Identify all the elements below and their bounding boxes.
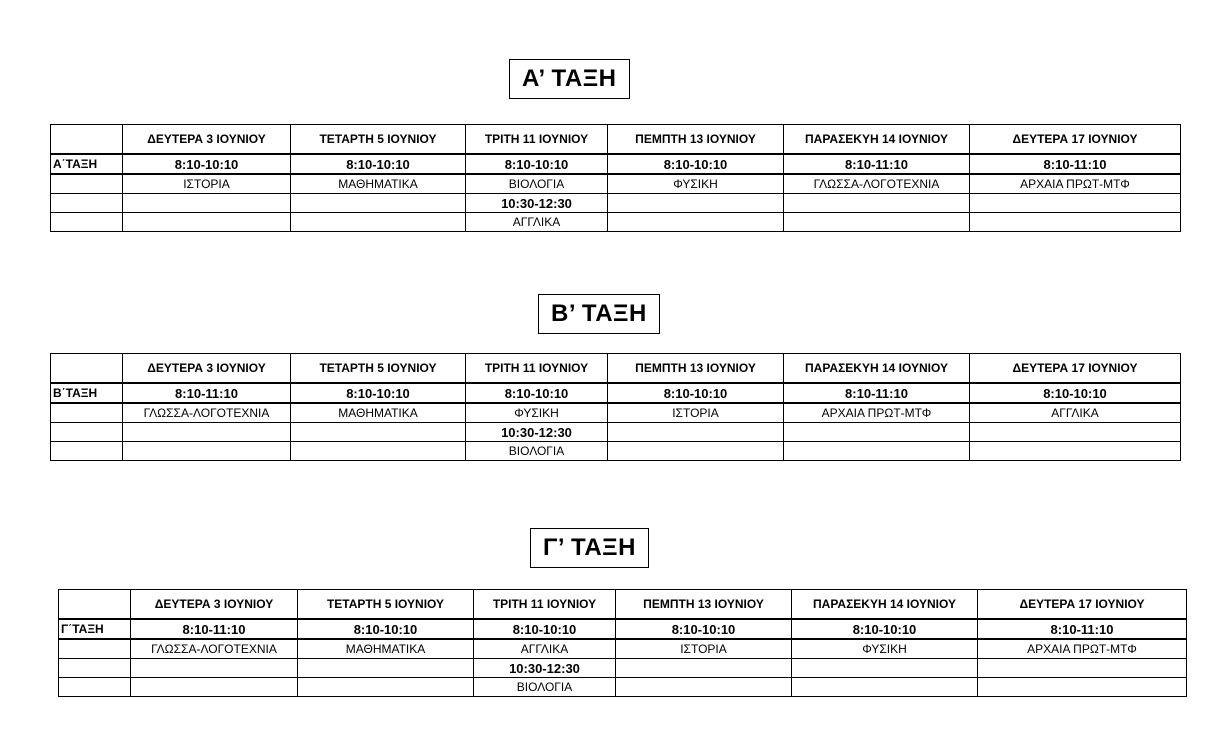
time-cell: 8:10-11:10: [131, 619, 298, 639]
empty-cell: [51, 442, 123, 461]
empty-cell: [123, 423, 291, 442]
subject-cell: ΜΑΘΗΜΑΤΙΚΑ: [298, 639, 474, 659]
time-row: [59, 619, 1187, 639]
extra-subject-row: [51, 213, 1181, 232]
extra-subject-row: [51, 442, 1181, 461]
day-header: ΔΕΥΤΕΡΑ 3 ΙΟΥΝΙΟΥ: [123, 125, 291, 155]
day-header: ΔΕΥΤΕΡΑ 17 ΙΟΥΝΙΟΥ: [970, 125, 1181, 155]
empty-cell: [51, 403, 123, 423]
time-cell: 8:10-10:10: [970, 383, 1181, 403]
empty-cell: [51, 194, 123, 213]
subject-cell: ΓΛΩΣΣΑ-ΛΟΓΟΤΕΧΝΙΑ: [123, 403, 291, 423]
day-header: ΠΑΡΑΣΕΚΥΗ 14 ΙΟΥΝΙΟΥ: [784, 125, 970, 155]
header-row: [51, 354, 1181, 384]
empty-cell: [970, 213, 1181, 232]
empty-cell: [608, 423, 784, 442]
extra-subject-cell: ΒΙΟΛΟΓΙΑ: [474, 678, 616, 697]
empty-cell: [608, 194, 784, 213]
time-cell: 8:10-10:10: [616, 619, 792, 639]
empty-cell: [792, 678, 978, 697]
time-cell: 8:10-10:10: [608, 154, 784, 174]
section-title-a: Α’ ΤΑΞΗ: [509, 59, 630, 99]
extra-time-cell: 10:30-12:30: [466, 423, 608, 442]
header-row: [59, 590, 1187, 620]
time-cell: 8:10-11:10: [123, 383, 291, 403]
empty-cell: [616, 659, 792, 678]
time-cell: 8:10-11:10: [970, 154, 1181, 174]
empty-cell: [970, 194, 1181, 213]
time-cell: 8:10-11:10: [784, 383, 970, 403]
empty-cell: [59, 639, 131, 659]
day-header: ΠΑΡΑΣΕΚΥΗ 14 ΙΟΥΝΙΟΥ: [784, 354, 970, 384]
extra-time-cell: 10:30-12:30: [474, 659, 616, 678]
day-header: ΤΡΙΤΗ 11 ΙΟΥΝΙΟΥ: [466, 354, 608, 384]
empty-cell: [51, 213, 123, 232]
empty-cell: [131, 678, 298, 697]
day-header: ΠΑΡΑΣΕΚΥΗ 14 ΙΟΥΝΙΟΥ: [792, 590, 978, 620]
day-header: ΤΡΙΤΗ 11 ΙΟΥΝΙΟΥ: [466, 125, 608, 155]
subject-cell: ΙΣΤΟΡΙΑ: [608, 403, 784, 423]
day-header: ΔΕΥΤΕΡΑ 3 ΙΟΥΝΙΟΥ: [123, 354, 291, 384]
subject-cell: ΑΡΧΑΙΑ ΠΡΩΤ-ΜΤΦ: [978, 639, 1187, 659]
empty-cell: [970, 423, 1181, 442]
empty-cell: [298, 678, 474, 697]
time-row: [51, 383, 1181, 403]
day-header: ΔΕΥΤΕΡΑ 17 ΙΟΥΝΙΟΥ: [978, 590, 1187, 620]
section-title-b: Β’ ΤΑΞΗ: [538, 294, 660, 334]
schedule-table-c: [58, 589, 1187, 697]
subject-cell: ΙΣΤΟΡΙΑ: [616, 639, 792, 659]
empty-cell: [608, 442, 784, 461]
empty-cell: [792, 659, 978, 678]
extra-time-row: [59, 659, 1187, 678]
empty-cell: [784, 442, 970, 461]
empty-cell: [291, 423, 466, 442]
empty-cell: [298, 659, 474, 678]
empty-cell: [978, 678, 1187, 697]
day-header: ΤΕΤΑΡΤΗ 5 ΙΟΥΝΙΟΥ: [291, 354, 466, 384]
empty-cell: [784, 194, 970, 213]
subject-cell: ΦΥΣΙΚΗ: [466, 403, 608, 423]
corner-cell: [51, 354, 123, 384]
day-header: ΤΕΤΑΡΤΗ 5 ΙΟΥΝΙΟΥ: [291, 125, 466, 155]
subject-row: [59, 639, 1187, 659]
subject-cell: ΒΙΟΛΟΓΙΑ: [466, 174, 608, 194]
class-label: Γ΄ΤΑΞΗ: [59, 619, 131, 639]
extra-time-row: [51, 194, 1181, 213]
time-cell: 8:10-10:10: [466, 383, 608, 403]
time-cell: 8:10-10:10: [608, 383, 784, 403]
subject-cell: ΑΓΓΛΙΚΑ: [970, 403, 1181, 423]
subject-cell: ΦΥΣΙΚΗ: [792, 639, 978, 659]
subject-cell: ΦΥΣΙΚΗ: [608, 174, 784, 194]
subject-row: [51, 403, 1181, 423]
empty-cell: [784, 423, 970, 442]
corner-cell: [51, 125, 123, 155]
class-label: Α΄ΤΑΞΗ: [51, 154, 123, 174]
time-cell: 8:10-10:10: [291, 383, 466, 403]
empty-cell: [291, 442, 466, 461]
extra-subject-row: [59, 678, 1187, 697]
header-row: [51, 125, 1181, 155]
extra-subject-cell: ΒΙΟΛΟΓΙΑ: [466, 442, 608, 461]
time-cell: 8:10-10:10: [466, 154, 608, 174]
subject-cell: ΜΑΘΗΜΑΤΙΚΑ: [291, 174, 466, 194]
empty-cell: [616, 678, 792, 697]
empty-cell: [608, 213, 784, 232]
time-cell: 8:10-10:10: [474, 619, 616, 639]
empty-cell: [123, 442, 291, 461]
time-cell: 8:10-10:10: [123, 154, 291, 174]
empty-cell: [59, 659, 131, 678]
time-row: [51, 154, 1181, 174]
subject-cell: ΑΡΧΑΙΑ ΠΡΩΤ-ΜΤΦ: [784, 403, 970, 423]
subject-row: [51, 174, 1181, 194]
subject-cell: ΓΛΩΣΣΑ-ΛΟΓΟΤΕΧΝΙΑ: [131, 639, 298, 659]
empty-cell: [123, 194, 291, 213]
empty-cell: [51, 174, 123, 194]
corner-cell: [59, 590, 131, 620]
empty-cell: [131, 659, 298, 678]
time-cell: 8:10-11:10: [784, 154, 970, 174]
day-header: ΔΕΥΤΕΡΑ 17 ΙΟΥΝΙΟΥ: [970, 354, 1181, 384]
day-header: ΠΕΜΠΤΗ 13 ΙΟΥΝΙΟΥ: [608, 125, 784, 155]
empty-cell: [784, 213, 970, 232]
time-cell: 8:10-10:10: [298, 619, 474, 639]
empty-cell: [970, 442, 1181, 461]
section-title-c: Γ’ ΤΑΞΗ: [530, 528, 649, 568]
class-label: Β΄ΤΑΞΗ: [51, 383, 123, 403]
schedule-table-b: [50, 353, 1181, 461]
subject-cell: ΜΑΘΗΜΑΤΙΚΑ: [291, 403, 466, 423]
empty-cell: [291, 194, 466, 213]
subject-cell: ΓΛΩΣΣΑ-ΛΟΓΟΤΕΧΝΙΑ: [784, 174, 970, 194]
day-header: ΠΕΜΠΤΗ 13 ΙΟΥΝΙΟΥ: [616, 590, 792, 620]
empty-cell: [291, 213, 466, 232]
time-cell: 8:10-10:10: [291, 154, 466, 174]
day-header: ΤΡΙΤΗ 11 ΙΟΥΝΙΟΥ: [474, 590, 616, 620]
day-header: ΤΕΤΑΡΤΗ 5 ΙΟΥΝΙΟΥ: [298, 590, 474, 620]
extra-time-cell: 10:30-12:30: [466, 194, 608, 213]
day-header: ΠΕΜΠΤΗ 13 ΙΟΥΝΙΟΥ: [608, 354, 784, 384]
subject-cell: ΙΣΤΟΡΙΑ: [123, 174, 291, 194]
time-cell: 8:10-11:10: [978, 619, 1187, 639]
empty-cell: [59, 678, 131, 697]
time-cell: 8:10-10:10: [792, 619, 978, 639]
subject-cell: ΑΓΓΛΙΚΑ: [474, 639, 616, 659]
extra-time-row: [51, 423, 1181, 442]
day-header: ΔΕΥΤΕΡΑ 3 ΙΟΥΝΙΟΥ: [131, 590, 298, 620]
extra-subject-cell: ΑΓΓΛΙΚΑ: [466, 213, 608, 232]
subject-cell: ΑΡΧΑΙΑ ΠΡΩΤ-ΜΤΦ: [970, 174, 1181, 194]
schedule-table-a: [50, 124, 1181, 232]
empty-cell: [123, 213, 291, 232]
empty-cell: [51, 423, 123, 442]
empty-cell: [978, 659, 1187, 678]
